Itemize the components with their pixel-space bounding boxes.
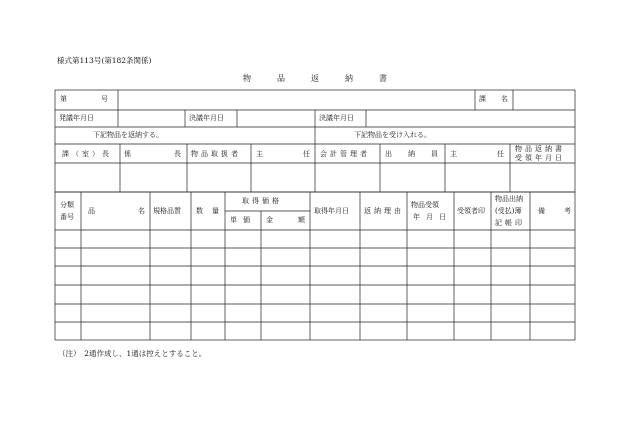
section-label: 課 — [479, 95, 486, 103]
cell-reason[interactable] — [362, 271, 405, 282]
cell-remarks[interactable] — [532, 327, 573, 337]
cell-seal[interactable] — [456, 271, 489, 282]
cell-recv[interactable] — [409, 309, 452, 319]
cell-reason[interactable] — [362, 235, 405, 245]
cell-seal[interactable] — [456, 235, 489, 245]
cell-reason[interactable] — [362, 290, 405, 301]
cell-class[interactable] — [57, 271, 79, 282]
amount-header-b: 額 — [298, 216, 305, 224]
cell-unit[interactable] — [227, 235, 259, 245]
cell-amount[interactable] — [263, 253, 308, 263]
cell-date[interactable] — [312, 309, 358, 319]
cell-remarks[interactable] — [532, 309, 573, 319]
cell-qty[interactable] — [193, 327, 223, 337]
return-statement: 下記物品を返納する。 — [93, 131, 163, 139]
class-header-line2: 番号 — [60, 213, 74, 221]
cell-date[interactable] — [312, 271, 358, 282]
cell-qty[interactable] — [193, 290, 223, 301]
cell-amount[interactable] — [263, 327, 308, 337]
cell-ledger[interactable] — [493, 327, 528, 337]
cell-unit[interactable] — [227, 290, 259, 301]
cell-spec[interactable] — [152, 309, 189, 319]
name-header-a: 品 — [88, 207, 95, 215]
section-chief-label: 課（室）長 — [62, 150, 112, 158]
cell-spec[interactable] — [152, 327, 189, 337]
staff2-label-a: 主 — [450, 150, 457, 158]
class-header-line1: 分類 — [60, 201, 74, 209]
cell-remarks[interactable] — [532, 290, 573, 301]
cell-ledger[interactable] — [493, 290, 528, 301]
document-title: 物品返納書 — [243, 74, 413, 83]
cell-class[interactable] — [57, 309, 79, 319]
cell-recv[interactable] — [409, 235, 452, 245]
receipt-label-line1: 物品返納書 — [515, 145, 565, 153]
cell-amount[interactable] — [263, 271, 308, 282]
recv-date-header-line2: 年月日 — [413, 213, 452, 221]
price-header: 取得価格 — [242, 197, 282, 205]
remarks-header-b: 考 — [564, 207, 571, 215]
qty-header-b: 量 — [212, 207, 219, 215]
acq-date-header: 取得年月日 — [314, 207, 349, 215]
number-suffix: 号 — [101, 95, 108, 103]
qty-header-a: 数 — [196, 207, 203, 215]
seal-header: 受領者印 — [457, 207, 485, 215]
cell-qty[interactable] — [193, 271, 223, 282]
cell-remarks[interactable] — [532, 271, 573, 282]
cell-spec[interactable] — [152, 235, 189, 245]
cell-qty[interactable] — [193, 235, 223, 245]
cell-name[interactable] — [83, 271, 148, 282]
cell-class[interactable] — [57, 290, 79, 301]
reason-header: 返納理由 — [364, 207, 404, 215]
cell-class[interactable] — [57, 327, 79, 337]
cell-unit[interactable] — [227, 271, 259, 282]
cell-amount[interactable] — [263, 235, 308, 245]
number-label: 第 — [60, 95, 73, 103]
cell-seal[interactable] — [456, 309, 489, 319]
ledger-header-line2: (受払)簿 — [495, 207, 522, 215]
cell-date[interactable] — [312, 290, 358, 301]
cell-ledger[interactable] — [493, 309, 528, 319]
cell-ledger[interactable] — [493, 271, 528, 282]
cell-qty[interactable] — [193, 253, 223, 263]
cell-date[interactable] — [312, 327, 358, 337]
cell-name[interactable] — [83, 290, 148, 301]
staff2-label-b: 任 — [497, 150, 504, 158]
cell-recv[interactable] — [409, 327, 452, 337]
cell-spec[interactable] — [152, 290, 189, 301]
cell-name[interactable] — [83, 309, 148, 319]
cashier-label-a: 出 — [385, 150, 392, 158]
receipt-label-line2: 受領年月日 — [515, 154, 565, 162]
cell-recv[interactable] — [409, 271, 452, 282]
chief-label-b: 長 — [174, 150, 181, 158]
cell-unit[interactable] — [227, 309, 259, 319]
cell-qty[interactable] — [193, 309, 223, 319]
spec-header: 規格品質 — [153, 207, 181, 215]
cell-recv[interactable] — [409, 253, 452, 263]
cell-reason[interactable] — [362, 309, 405, 319]
cell-seal[interactable] — [456, 327, 489, 337]
cashier-label-b: 納 — [408, 150, 415, 158]
recv-date-header-line1: 物品受領 — [411, 201, 439, 209]
issue-date-label: 発議年月日 — [59, 114, 94, 122]
cell-date[interactable] — [312, 235, 358, 245]
cell-date[interactable] — [312, 253, 358, 263]
section-suffix: 名 — [501, 95, 508, 103]
ledger-header-line1: 物品出納 — [495, 195, 523, 203]
staff-label-a: 主 — [256, 150, 263, 158]
ledger-header-line3: 記帳印 — [495, 219, 525, 227]
form-id: 様式第113号(第182条関係) — [57, 56, 152, 65]
cell-ledger[interactable] — [493, 235, 528, 245]
cell-unit[interactable] — [227, 253, 259, 263]
cell-seal[interactable] — [456, 253, 489, 263]
chief-label-a: 係 — [124, 150, 131, 158]
cell-reason[interactable] — [362, 327, 405, 337]
cell-remarks[interactable] — [532, 235, 573, 245]
cell-amount[interactable] — [263, 290, 308, 301]
cashier-label-c: 員 — [431, 150, 438, 158]
unit-price-header: 単価 — [230, 216, 256, 224]
cell-name[interactable] — [83, 327, 148, 337]
handler-label: 物品取扱者 — [191, 150, 241, 158]
accept-statement: 下記物品を受け入れる。 — [354, 131, 431, 139]
cell-unit[interactable] — [227, 327, 259, 337]
name-header-b: 名 — [138, 207, 145, 215]
cell-reason[interactable] — [362, 253, 405, 263]
accountant-label: 会計管理者 — [320, 150, 370, 158]
cell-recv[interactable] — [409, 290, 452, 301]
cell-spec[interactable] — [152, 253, 189, 263]
decision-date-left-label: 決議年月日 — [189, 114, 224, 122]
amount-header-a: 金 — [266, 216, 273, 224]
cell-name[interactable] — [83, 253, 148, 263]
cell-remarks[interactable] — [532, 253, 573, 263]
remarks-header-a: 備 — [538, 207, 545, 215]
cell-seal[interactable] — [456, 290, 489, 301]
cell-class[interactable] — [57, 253, 79, 263]
cell-amount[interactable] — [263, 309, 308, 319]
cell-name[interactable] — [83, 235, 148, 245]
cell-class[interactable] — [57, 235, 79, 245]
cell-spec[interactable] — [152, 271, 189, 282]
staff-label-b: 任 — [303, 150, 310, 158]
footnote: （注） 2通作成し、1通は控えとすること。 — [58, 349, 207, 358]
decision-date-right-label: 決議年月日 — [319, 114, 354, 122]
cell-ledger[interactable] — [493, 253, 528, 263]
